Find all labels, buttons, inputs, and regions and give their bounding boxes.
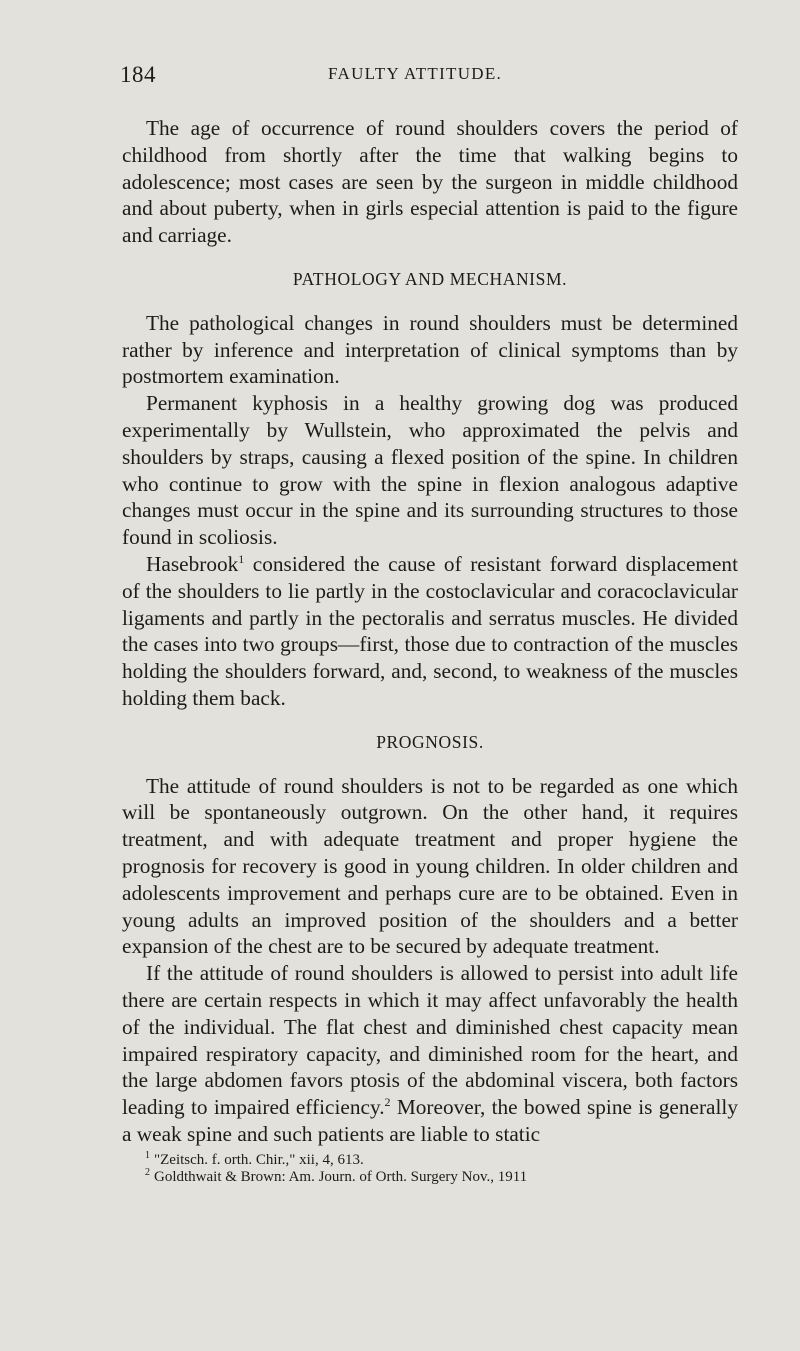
paragraph-pathology-1: The pathological changes in round shoulders must be determined rather by inference and interpretation of clinical symptoms than by postmortem examination. bbox=[122, 310, 738, 389]
paragraph-prognosis-2-rest: Moreover, the bowed spine is generally a weak spine and such patients are liable to static bbox=[122, 1095, 738, 1146]
section-heading-prognosis: PROGNOSIS. bbox=[376, 731, 484, 752]
paragraph-prognosis-2-start: If the attitude of round shoulders is allowed to persist into adult life there are certain respects in which it may affect unfavorably the health of the individual. The flat chest and diminished chest capacity mean impaired respiratory capacity, and diminished room for the heart, and the large abdomen favors ptosis of the abdominal viscera, both factors leading to impaired efficiency. bbox=[122, 961, 738, 1120]
paragraph-prognosis-2 bbox=[122, 960, 738, 1148]
paragraph-intro: The age of occurrence of round shoulders covers the period of childhood from shortly after the time that walking begins to adolescence; most cases are seen by the surgeon in middle childhood and about puberty, when in girls especial attention is paid to the figure and carriage. bbox=[122, 116, 738, 248]
paragraph-prognosis-1: The attitude of round shoulders is not to be regarded as one which will be spontaneously outgrown. On the other hand, it requires treatment, and with adequate treatment and proper hygiene the prognosis for recovery is good in young children. In older children and adolescents improvement and perhaps cure are to be obtained. Even in young adults an improved position of the shoulders and a better expansion of the chest are to be secured by adequate treatment. bbox=[122, 773, 738, 959]
footnote-2 bbox=[145, 1166, 738, 1186]
footnote-ref-2: 2 bbox=[384, 1095, 391, 1109]
paragraph-pathology-3 bbox=[122, 551, 738, 712]
footnote-1-mark: 1 bbox=[145, 1149, 150, 1161]
page-header bbox=[120, 62, 720, 92]
section-heading-pathology: PATHOLOGY AND MECHANISM. bbox=[292, 268, 568, 289]
footnote-1 bbox=[145, 1149, 738, 1169]
footnotes bbox=[122, 1149, 738, 1186]
paragraph-pathology-3-rest: considered the cause of resistant forward displacement of the shoulders to lie partly in the costoclavicular and coracoclavicular ligaments and partly in the pectoralis and serratus muscles. He divided the cases into two groups—first, those due to contraction of the muscles holding the shoulders forward, and, second, to weakness of the muscles holding them back. bbox=[122, 551, 738, 710]
footnote-ref-1: 1 bbox=[238, 551, 245, 566]
footnote-1-text: "Zeitsch. f. orth. Chir.," xii, 4, 613. bbox=[154, 1151, 364, 1168]
paragraph-pathology-2: Permanent kyphosis in a healthy growing dog was produced experimentally by Wullstein, who approximated the pelvis and shoulders by straps, causing a flexed position of the spine. In children who continue to grow with the spine in flexion analogous adaptive changes must occur in the spine and its surrounding structures to those found in scoliosis. bbox=[122, 391, 738, 550]
paragraph-pathology-3-start: Hasebrook bbox=[146, 551, 239, 576]
page-number: 184 bbox=[120, 62, 156, 87]
body-text bbox=[122, 115, 738, 1186]
running-title: FAULTY ATTITUDE. bbox=[328, 64, 503, 83]
footnote-2-text: Goldthwait & Brown: Am. Journ. of Orth. Surgery Nov., 1911 bbox=[154, 1168, 528, 1185]
footnote-2-mark: 2 bbox=[145, 1166, 150, 1178]
